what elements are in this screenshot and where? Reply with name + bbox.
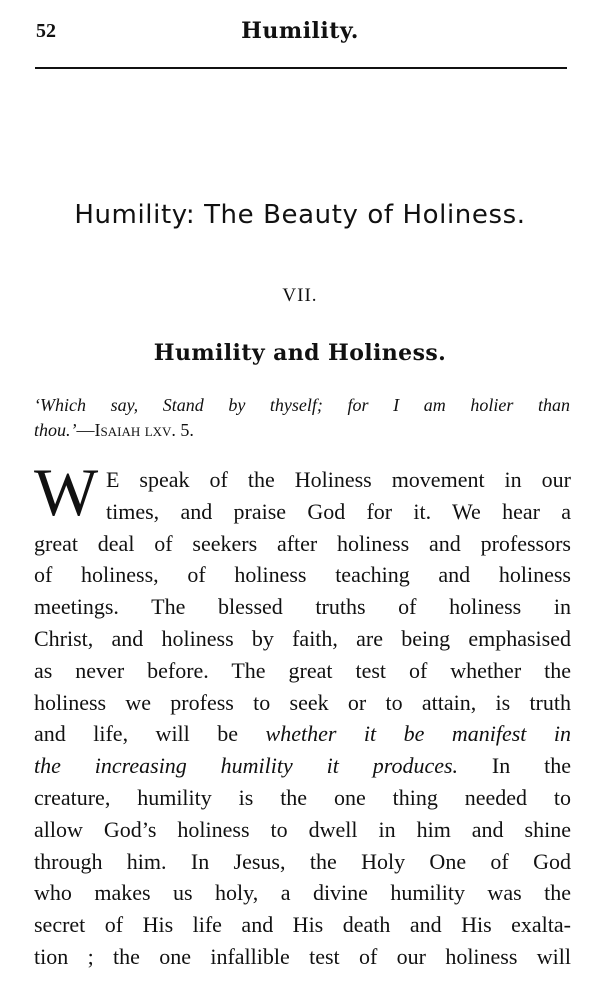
paragraph-line: who makes us holy, a divine humility was the [34, 880, 571, 906]
chapter-title: Humility: The Beauty of Holiness. [74, 200, 526, 230]
epigraph-quote-end: thou.’ [34, 420, 77, 440]
text-run: In the [458, 753, 571, 779]
paragraph-line: E speak of the Holiness movement in our [106, 467, 571, 492]
paragraph-line: secret of His life and His death and His exalta- [34, 912, 571, 938]
paragraph-line: as never before. The great test of whether the [34, 657, 571, 683]
paragraph-line: meetings. The blessed truths of holiness in [34, 594, 571, 620]
body-paragraph [34, 464, 571, 973]
epigraph [34, 393, 570, 443]
header-rule [35, 67, 567, 69]
paragraph-line [34, 718, 571, 750]
running-head [0, 18, 600, 58]
section-title: Humility and Holiness. [153, 340, 447, 366]
epigraph-reference: —Isaiah lxv. 5. [76, 420, 194, 440]
paragraph-line: times, and praise God for it. We hear a [106, 498, 571, 524]
page-number: 52 [36, 20, 56, 42]
paragraph-line: allow God’s holiness to dwell in him and shine [34, 816, 571, 842]
paragraph-line: tion ; the one infallible test of our holiness will [34, 943, 571, 969]
paragraph-line: Christ, and holiness by faith, are being emphasised [34, 625, 571, 651]
epigraph-line: ‘Which say, Stand by thyself; for I am holier than [34, 395, 570, 415]
paragraph-line: holiness we profess to seek or to attain, is truth [34, 689, 571, 715]
paragraph-line: great deal of seekers after holiness and professors [34, 530, 571, 556]
text-run: and life, will be [34, 721, 266, 747]
chapter-number: VII. [282, 285, 318, 306]
drop-cap: W [34, 454, 99, 530]
paragraph-line: of holiness, of holiness teaching and holiness [34, 562, 571, 588]
paragraph-line: creature, humility is the one thing needed to [34, 784, 571, 810]
emphasis-text: the increasing humility it produces. [34, 753, 459, 779]
running-title: Humility. [241, 18, 359, 44]
emphasis-text: whether it be manifest in [265, 721, 571, 747]
epigraph-line [34, 418, 570, 443]
paragraph-line [34, 750, 571, 782]
paragraph-line: through him. In Jesus, the Holy One of God [34, 848, 571, 874]
